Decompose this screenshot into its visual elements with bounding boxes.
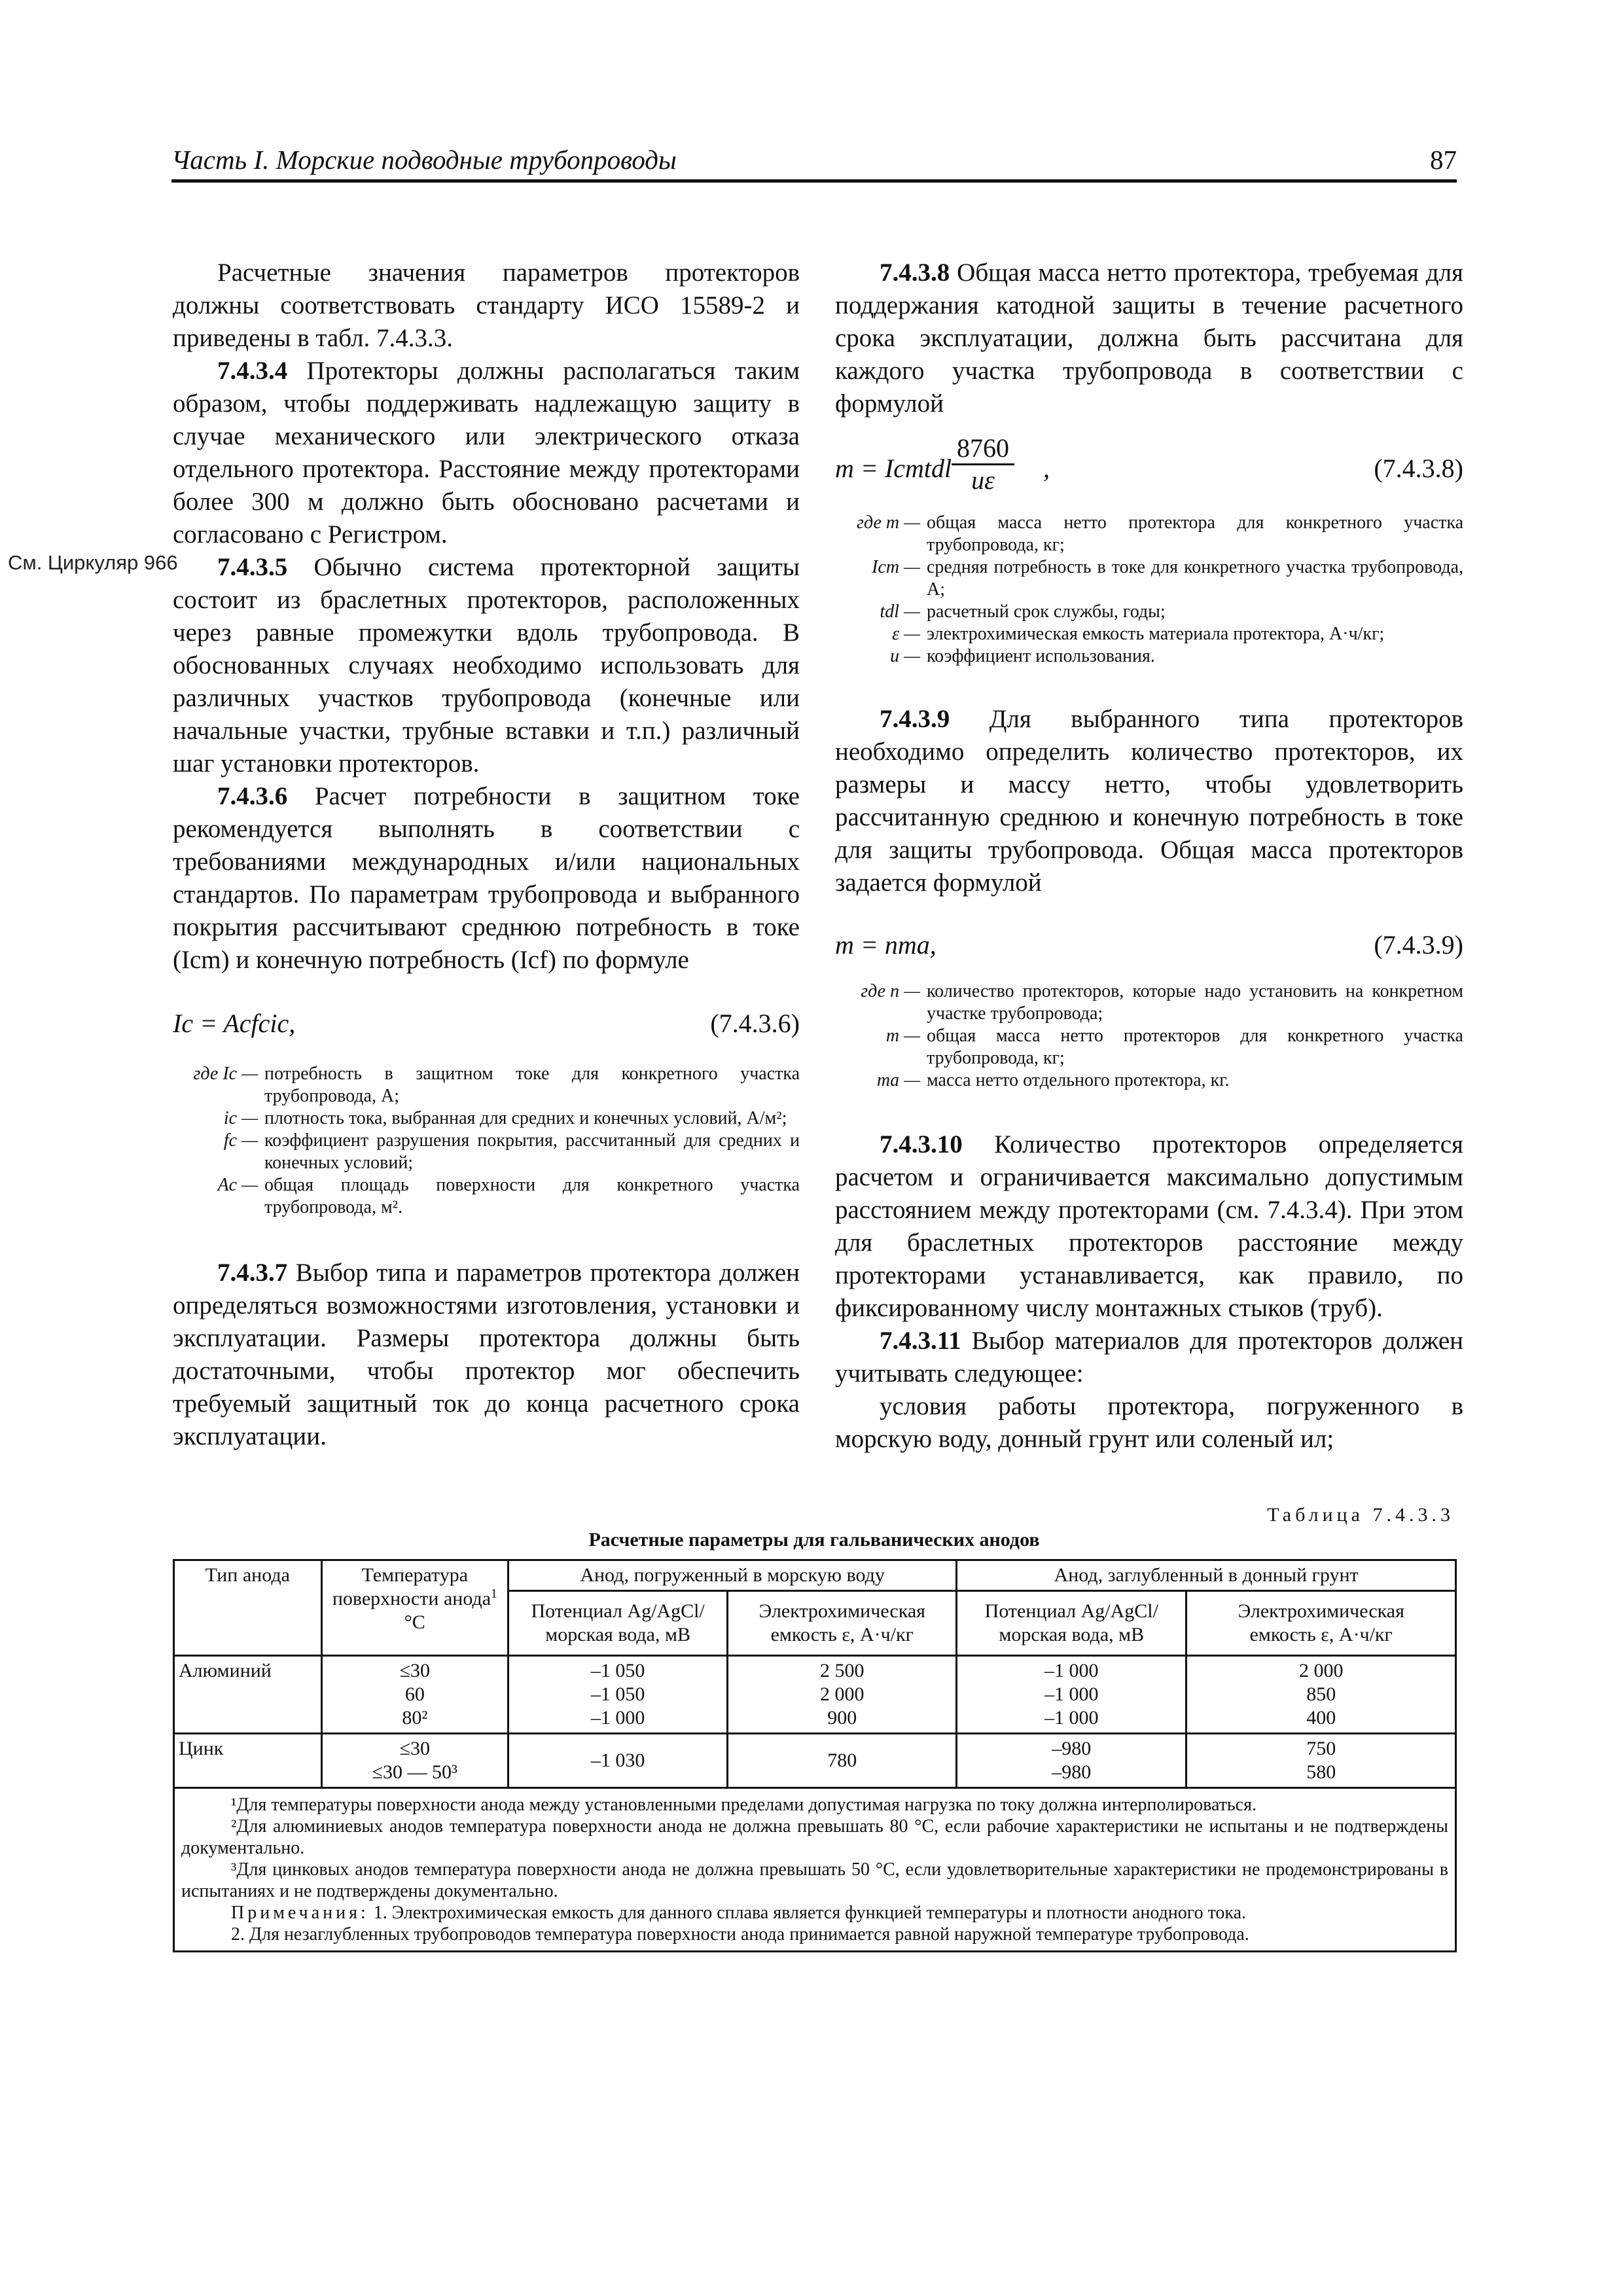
formula-expression: Ic = Acfcic,: [173, 1009, 296, 1038]
where-item: Icm — средняя потребность в токе для конкретного участка трубопровода, А;: [872, 557, 1463, 600]
paragraph-7437: 7.4.3.7 Выбор типа и параметров протектора должен определяться возможностями изготовления, установки и эксплуатации. Размеры протектора должны быть достаточными, чтобы протектор мог обеспечить требуемый защитный ток до конца расчетного срока эксплуатации.: [173, 1259, 800, 1450]
section-number: 7.4.3.6: [217, 782, 288, 810]
paragraph-intro: Расчетные значения параметров протекторов должны соответствовать стандарту ИСО 15589-2 и приведены в табл. 7.4.3.3.: [173, 259, 800, 352]
table-footnotes: [174, 1788, 1456, 1952]
where-list-7439: [835, 980, 1463, 1092]
formula-fraction: [952, 433, 1014, 495]
left-column: [173, 257, 800, 1453]
header-anode-type: Тип анода: [174, 1560, 322, 1656]
where-item: где Ic — потребность в защитном токе для конкретного участка трубопровода, А;: [193, 1064, 800, 1106]
page-number: 87: [1430, 145, 1457, 175]
table-number: Таблица 7.4.3.3: [1267, 1504, 1454, 1526]
header-potential-soil: Потенциал Ag/AgCl/ морская вода, мВ: [957, 1591, 1186, 1656]
table-footnotes-row: [174, 1788, 1456, 1952]
cell-potential-soil: –1 000 –1 000 –1 000: [957, 1656, 1186, 1734]
cell-capacity-soil: 750 580: [1186, 1734, 1456, 1788]
cell-capacity-sea: 2 500 2 000 900: [728, 1656, 957, 1734]
formula-expression: m = nma,: [835, 930, 936, 960]
paragraph-7438: 7.4.3.8 Общая масса нетто протектора, требуемая для поддержания катодной защиты в течение расчетного срока эксплуатации, должна быть рассчитана для каждого участка трубопровода в соответствии с формулой: [835, 259, 1463, 418]
footnote-1: ¹Для температуры поверхности анода между установленными пределами допустимая нагрузка по току должна интерполироваться.: [231, 1795, 1257, 1815]
formula-number: (7.4.3.9): [1374, 930, 1463, 960]
formula-expression: m = Icmtdl: [835, 454, 952, 483]
formula-7438: [835, 433, 1463, 503]
cell-capacity-sea: 780: [728, 1734, 957, 1788]
paragraph-74310: 7.4.3.10 Количество протекторов определяется расчетом и ограничивается максимально допустимым расстоянием между протекторами (см. 7.4.3.4). При этом для браслетных протекторов расстояние между протекторами устанавливается, как правило, по фиксированному числу монтажных стыков (труб).: [835, 1130, 1463, 1322]
section-number: 7.4.3.11: [880, 1327, 961, 1355]
margin-note-link[interactable]: См. Циркуляр 966: [8, 551, 178, 574]
paragraph-7435: 7.4.3.5 Обычно система протекторной защиты состоит из браслетных протекторов, расположенных через равные промежутки вдоль трубопровода. В обоснованных случаях необходимо использовать для различных участков трубопровода (конечные или начальные участки, трубные вставки и т.п.) различный шаг установки протекторов.: [173, 553, 800, 778]
paragraph-7434: 7.4.3.4 Протекторы должны располагаться таким образом, чтобы поддерживать надлежащую защиту в случае механического или электрического отказа отдельного протектора. Расстояние между протекторами более 300 м должно быть обосновано расчетами и согласовано с Регистром.: [173, 357, 800, 548]
cell-potential-soil: –980 –980: [957, 1734, 1186, 1788]
where-list-7436: [173, 1063, 800, 1219]
fraction-denominator: uε: [971, 465, 995, 495]
table-row: [174, 1734, 1456, 1788]
where-item: u — коэффициент использования.: [890, 646, 1155, 666]
table-note-1: Примечания: 1. Электрохимическая емкость для данного сплава является функцией температуры и плотности анодного тока.: [231, 1903, 1247, 1923]
section-number: 7.4.3.4: [217, 357, 288, 385]
paragraph-74311: 7.4.3.11 Выбор материалов для протекторов должен учитывать следующее:: [835, 1327, 1463, 1388]
formula-7439: [835, 916, 1463, 975]
section-number: 7.4.3.10: [880, 1130, 963, 1158]
where-item: где m — общая масса нетто протектора для конкретного участка трубопровода, кг;: [857, 512, 1463, 555]
paragraph-7436: 7.4.3.6 Расчет потребности в защитном токе рекомендуется выполнять в соответствии с требованиями международных и/или национальных стандартов. По параметрам трубопровода и выбранного покрытия рассчитывают среднюю потребность в токе (Icm) и конечную потребность (Icf) по формуле: [173, 782, 800, 974]
where-item: ma — масса нетто отдельного протектора, кг.: [876, 1070, 1230, 1090]
anode-parameters-table: [173, 1559, 1457, 1952]
cell-potential-sea: –1 030: [508, 1734, 728, 1788]
cell-capacity-soil: 2 000 850 400: [1186, 1656, 1456, 1734]
header-capacity-soil: Электрохимическая емкость ε, А·ч/кг: [1186, 1591, 1456, 1656]
cell-temperature: ≤30 ≤30 — 50³: [321, 1734, 508, 1788]
header-potential-sea: Потенциал Ag/AgCl/ морская вода, мВ: [508, 1591, 728, 1656]
section-number: 7.4.3.8: [880, 259, 950, 287]
where-item: где n — количество протекторов, которые надо установить на конкретном участке трубопровода;: [861, 981, 1463, 1024]
where-list-7438: [835, 512, 1463, 668]
formula-7436: [173, 995, 800, 1054]
where-item: ic — плотность тока, выбранная для средних и конечных условий, А/м²;: [223, 1108, 787, 1128]
where-item: fc — коэффициент разрушения покрытия, рассчитанный для средних и конечных условий;: [223, 1130, 800, 1173]
paragraph-list-item: условия работы протектора, погруженного в морскую воду, донный грунт или соленый ил;: [835, 1392, 1463, 1453]
footnote-3: ³Для цинковых анодов температура поверхности анода не должна превышать 50 °С, если удовлетворительные характеристики не продемонстрированы в испытаниях и не подтверждены документально.: [181, 1859, 1448, 1901]
cell-anode-type: Цинк: [174, 1734, 322, 1788]
footnote-2: ²Для алюминиевых анодов температура поверхности анода не должна превышать 80 °С, если рабочие характеристики не испытаны и не подтверждены документально.: [181, 1816, 1448, 1858]
formula-number: (7.4.3.6): [710, 1009, 800, 1038]
fraction-numerator: 8760: [952, 433, 1014, 465]
where-item: m — общая масса нетто протекторов для конкретного участка трубопровода, кг;: [885, 1026, 1463, 1068]
table-header-row: [174, 1560, 1456, 1591]
section-number: 7.4.3.5: [217, 553, 288, 581]
table-row: [174, 1656, 1456, 1734]
header-temperature: Температура поверхности анода$^1$ °С: [321, 1560, 508, 1656]
section-number: 7.4.3.7: [217, 1259, 288, 1287]
cell-anode-type: Алюминий: [174, 1656, 322, 1734]
section-number: 7.4.3.9: [880, 705, 950, 733]
table-note-2: 2. Для незаглубленных трубопроводов температура поверхности анода принимается равной наружной температуре трубопровода.: [231, 1924, 1249, 1945]
cell-temperature: ≤30 60 80²: [321, 1656, 508, 1734]
where-item: tdl — расчетный срок службы, годы;: [880, 601, 1166, 622]
right-column: [835, 257, 1463, 1456]
where-item: Ac — общая площадь поверхности для конкретного участка трубопровода, м².: [217, 1175, 800, 1217]
formula-number: (7.4.3.8): [1374, 454, 1463, 483]
where-item: ε — электрохимическая емкость материала протектора, А·ч/кг;: [892, 624, 1385, 644]
header-capacity-sea: Электрохимическая емкость ε, А·ч/кг: [728, 1591, 957, 1656]
notes-label: Примечания:: [231, 1903, 369, 1923]
header-soil-anode: Анод, заглубленный в донный грунт: [957, 1560, 1456, 1591]
header-title: Часть I. Морские подводные трубопроводы: [171, 145, 677, 175]
header-sea-anode: Анод, погруженный в морскую воду: [508, 1560, 957, 1591]
table-title: Расчетные параметры для гальванических анодов: [588, 1529, 1040, 1551]
paragraph-7439: 7.4.3.9 Для выбранного типа протекторов необходимо определить количество протекторов, их размеры и массу нетто, чтобы удовлетворить рассчитанную среднюю и конечную потребность в токе для защиты трубопровода. Общая масса протекторов задается формулой: [835, 705, 1463, 897]
cell-potential-sea: –1 050 –1 050 –1 000: [508, 1656, 728, 1734]
page-header: [171, 143, 1457, 183]
formula-tail: ,: [1043, 454, 1050, 483]
